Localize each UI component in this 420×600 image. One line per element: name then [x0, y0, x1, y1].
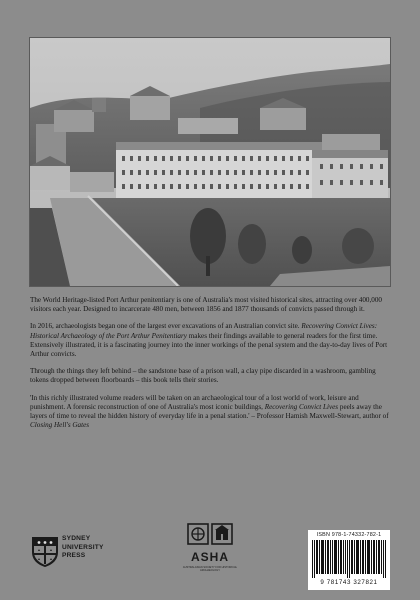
publisher-line-1: SYDNEY: [62, 535, 91, 542]
endorsement-quote: [30, 394, 392, 431]
quote-part-a: 'In this richly illustrated volume readers will be taken on an archaeological tour of a lost world of work, leisure and punishment. A forensic reconstruction of one of Australia's most iconic buildings,: [30, 393, 359, 411]
isbn-text: ISBN 978-1-74332-782-1: [316, 532, 382, 538]
asha-name: ASHA: [190, 550, 229, 564]
back-cover-blurb: [30, 296, 392, 438]
isbn-barcode: [308, 530, 390, 590]
book-title: Recovering Convict Lives: Historical Archaeology of the Port Arthur Penitentiary: [30, 322, 378, 340]
blurb-paragraph-3: Through the things they left behind – the sandstone base of a prison wall, a clay pipe discarded in a washroom, gambling tokens dropped between floorboards – this book tells their stories.: [30, 367, 376, 385]
barcode-bars: [312, 540, 386, 578]
blurb-paragraph-2-lead: In 2016, archaeologists began one of the largest ever excavations of an Australian convict site.: [30, 322, 302, 331]
quote-author-book: Closing Hell's Gates: [30, 421, 90, 430]
cover-footer: [0, 520, 420, 600]
publisher-line-3: PRESS: [62, 552, 86, 560]
blurb-paragraph-2-rest: makes their findings available to general readers for the first time. Extensively illustrated, it is a fascinating journey into the inner workings of the penal system and the day-to-day lives of Port Arthur convicts.: [30, 331, 388, 359]
quote-part-b: peels away the layers of time to reveal the hidden history of everyday life in a penal station.' – Professor Hamish Maxwell-Stewart, author of: [30, 402, 389, 421]
sydney-university-press-crest-icon: [31, 536, 59, 568]
publisher-line-2: UNIVERSITY: [62, 543, 104, 551]
barcode-digits: 9 781743 327821: [320, 579, 378, 586]
asha-logo-icon: [186, 522, 234, 548]
asha-subtitle: AUSTRALASIAN SOCIETY FOR HISTORICAL ARCHAEOLOGY: [182, 566, 238, 573]
blurb-paragraph-1: The World Heritage-listed Port Arthur penitentiary is one of Australia's most visited historical sites, attracting over 400,000 visitors each year. Designed to incarcerate 480 men, between 1856 and 1877 thousands of convicts passed through it.: [30, 296, 382, 314]
quote-book-title: Recovering Convict Lives: [264, 402, 339, 411]
publisher-name: [62, 535, 104, 561]
blurb-paragraph-2: [30, 322, 392, 359]
penitentiary-photo-illustration: [30, 38, 390, 286]
penitentiary-photograph: [30, 38, 390, 286]
